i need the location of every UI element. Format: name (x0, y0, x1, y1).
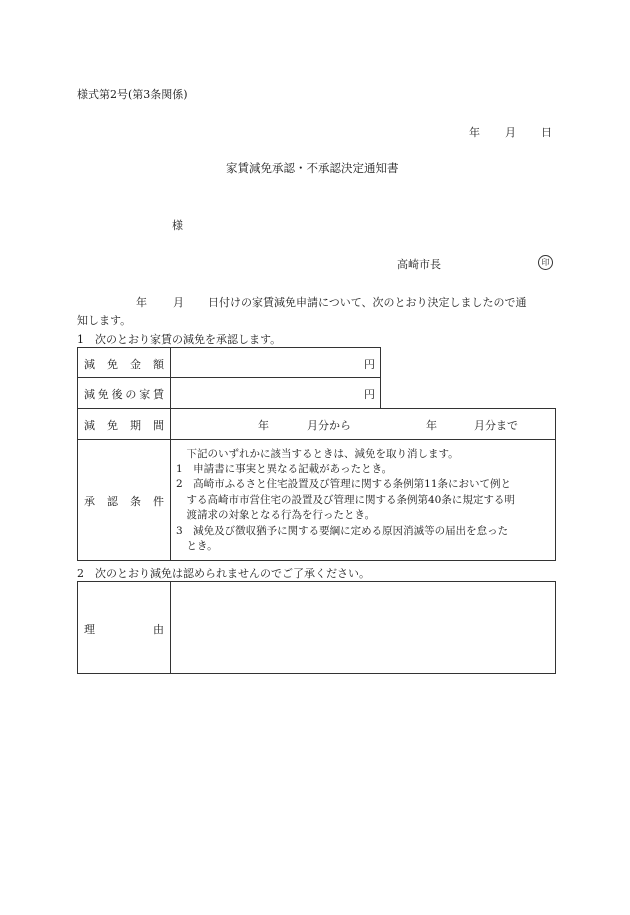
intro-year: 年 (136, 296, 147, 309)
reason-field[interactable] (172, 582, 554, 672)
document-title: 家賃減免承認・不承認決定通知書 (226, 161, 399, 175)
intro-text-line2: 知します。 (77, 314, 132, 327)
intro-text: 日付けの家賃減免申請について、次のとおり決定しましたので通 (208, 296, 527, 309)
date-month: 月 (505, 126, 516, 139)
issuer: 高崎市長 (397, 258, 441, 271)
approval-conditions-label: 承 認 条 件 (84, 495, 164, 508)
rent-after-reduction-unit: 円 (364, 388, 375, 401)
condition-line: 渡請求の対象となる行為を行ったとき。 (176, 509, 376, 521)
reduction-amount-unit: 円 (364, 358, 375, 371)
period-end-year: 年 (426, 419, 437, 432)
reduction-period-label: 減 免 期 間 (84, 419, 164, 432)
rent-after-reduction-label: 減 免 後 の 家 賃 (84, 388, 164, 401)
condition-line: 3 減免及び徴収猶予に関する要綱に定める原因消滅等の届出を怠った (176, 525, 509, 537)
intro-month: 月 (173, 296, 184, 309)
reduction-amount-label: 減 免 金 額 (84, 358, 164, 371)
period-start-year: 年 (258, 419, 269, 432)
reason-label: 理 由 (84, 623, 164, 636)
addressee-suffix: 様 (172, 219, 183, 232)
condition-line: とき。 (176, 540, 218, 552)
form-number: 様式第2号(第3条関係) (77, 88, 188, 101)
date-day: 日 (541, 126, 552, 139)
condition-line: する高崎市市営住宅の設置及び管理に関する条例第40条に規定する明 (176, 494, 515, 506)
seal-stamp: 印 (538, 255, 553, 270)
period-start-month: 月分から (307, 419, 351, 432)
section1-heading: 1 次のとおり家賃の減免を承認します。 (77, 333, 282, 346)
condition-line: 1 申請書に事実と異なる記載があったとき。 (176, 463, 393, 475)
period-end-month: 月分まで (474, 419, 518, 432)
section2-heading: 2 次のとおり減免は認められませんのでご了承ください。 (77, 567, 370, 580)
condition-line: 下記のいずれかに該当するときは、減免を取り消します。 (176, 448, 459, 460)
date-year: 年 (469, 126, 480, 139)
condition-line: 2 高崎市ふるさと住宅設置及び管理に関する条例第11条において例と (176, 478, 512, 490)
